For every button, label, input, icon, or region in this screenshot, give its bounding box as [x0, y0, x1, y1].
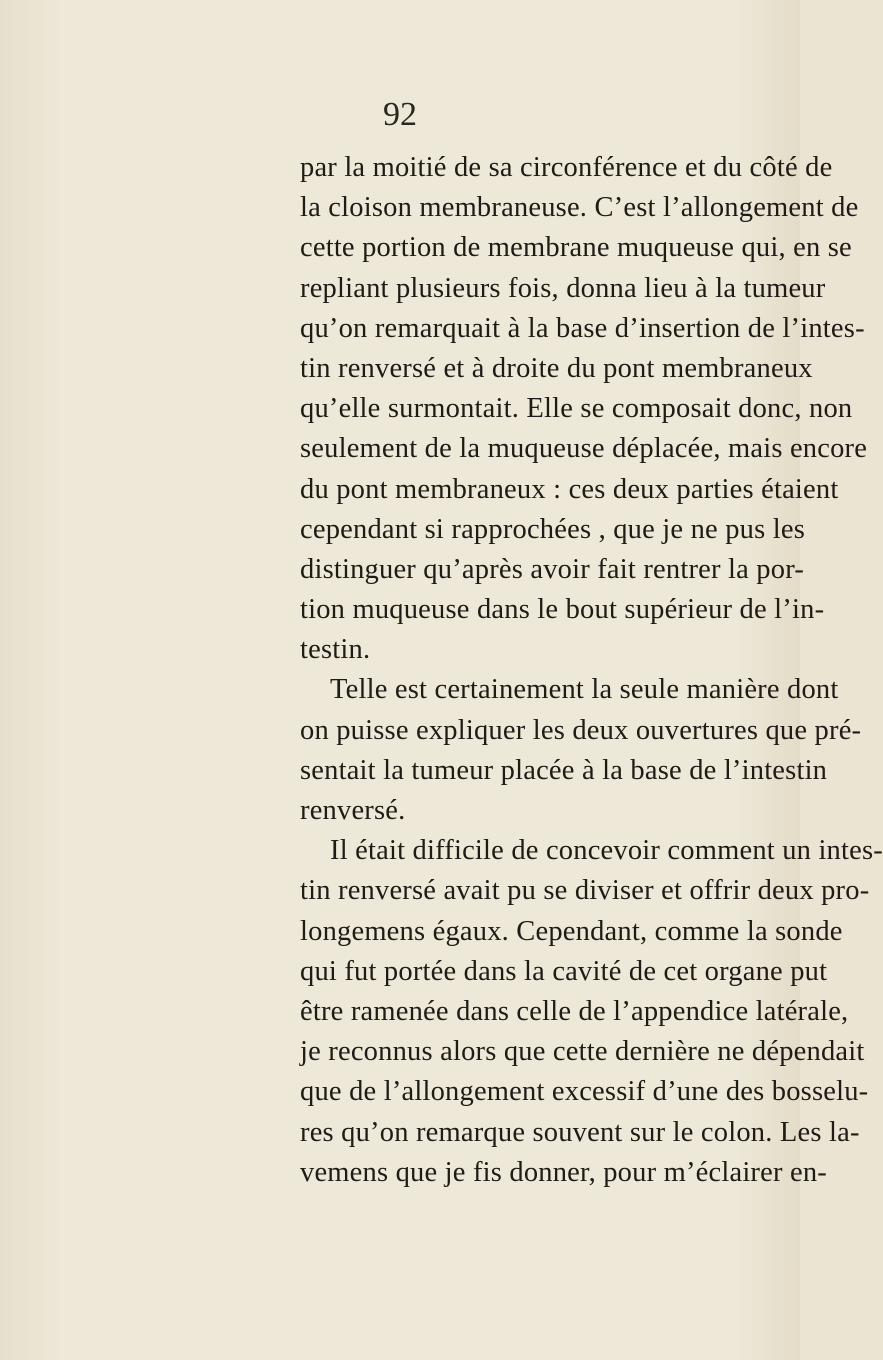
- text-line: cependant si rapprochées , que je ne pus les: [300, 513, 805, 545]
- text-line: distinguer qu’après avoir fait rentrer la por-: [300, 553, 805, 585]
- text-line: être ramenée dans celle de l’appendice latérale,: [300, 995, 849, 1027]
- body-text: [300, 148, 883, 1193]
- text-line: cette portion de membrane muqueuse qui, en se: [300, 232, 852, 264]
- page-number: 92: [383, 96, 417, 133]
- text-line: tin renversé et à droite du pont membraneux: [300, 352, 813, 384]
- text-line: qui fut portée dans la cavité de cet organe put: [300, 955, 828, 987]
- text-line: res qu’on remarque souvent sur le colon. Les la-: [300, 1116, 860, 1148]
- text-line: renversé.: [300, 795, 406, 826]
- text-line: sentait la tumeur placée à la base de l’intestin: [300, 754, 828, 786]
- text-line: repliant plusieurs fois, donna lieu à la tumeur: [300, 272, 826, 304]
- text-line: la cloison membraneuse. C’est l’allongement de: [300, 192, 859, 224]
- text-line: tin renversé avait pu se diviser et offrir deux pro-: [300, 875, 870, 907]
- text-line: longemens égaux. Cependant, comme la sonde: [300, 915, 843, 947]
- text-line: qu’elle surmontait. Elle se composait donc, non: [300, 393, 853, 425]
- text-line: qu’on remarquait à la base d’insertion de l’intes-: [300, 312, 865, 344]
- text-line: par la moitié de sa circonférence et du côté de: [300, 152, 833, 183]
- text-line: seulement de la muqueuse déplacée, mais encore: [300, 433, 868, 465]
- text-line: vemens que je fis donner, pour m’éclairer en-: [300, 1156, 827, 1188]
- text-line: Telle est certainement la seule manière dont: [330, 674, 839, 706]
- text-line: on puisse expliquer les deux ouvertures que pré-: [300, 714, 862, 746]
- text-line: testin.: [300, 634, 371, 666]
- text-line: je reconnus alors que cette dernière ne dépendait: [300, 1036, 865, 1068]
- text-line: du pont membraneux : ces deux parties étaient: [300, 473, 839, 505]
- text-line: Il était difficile de concevoir comment un intes-: [330, 835, 883, 867]
- text-line: que de l’allongement excessif d’une des bosselu-: [300, 1076, 869, 1108]
- text-line: tion muqueuse dans le bout supérieur de l’in-: [300, 594, 825, 626]
